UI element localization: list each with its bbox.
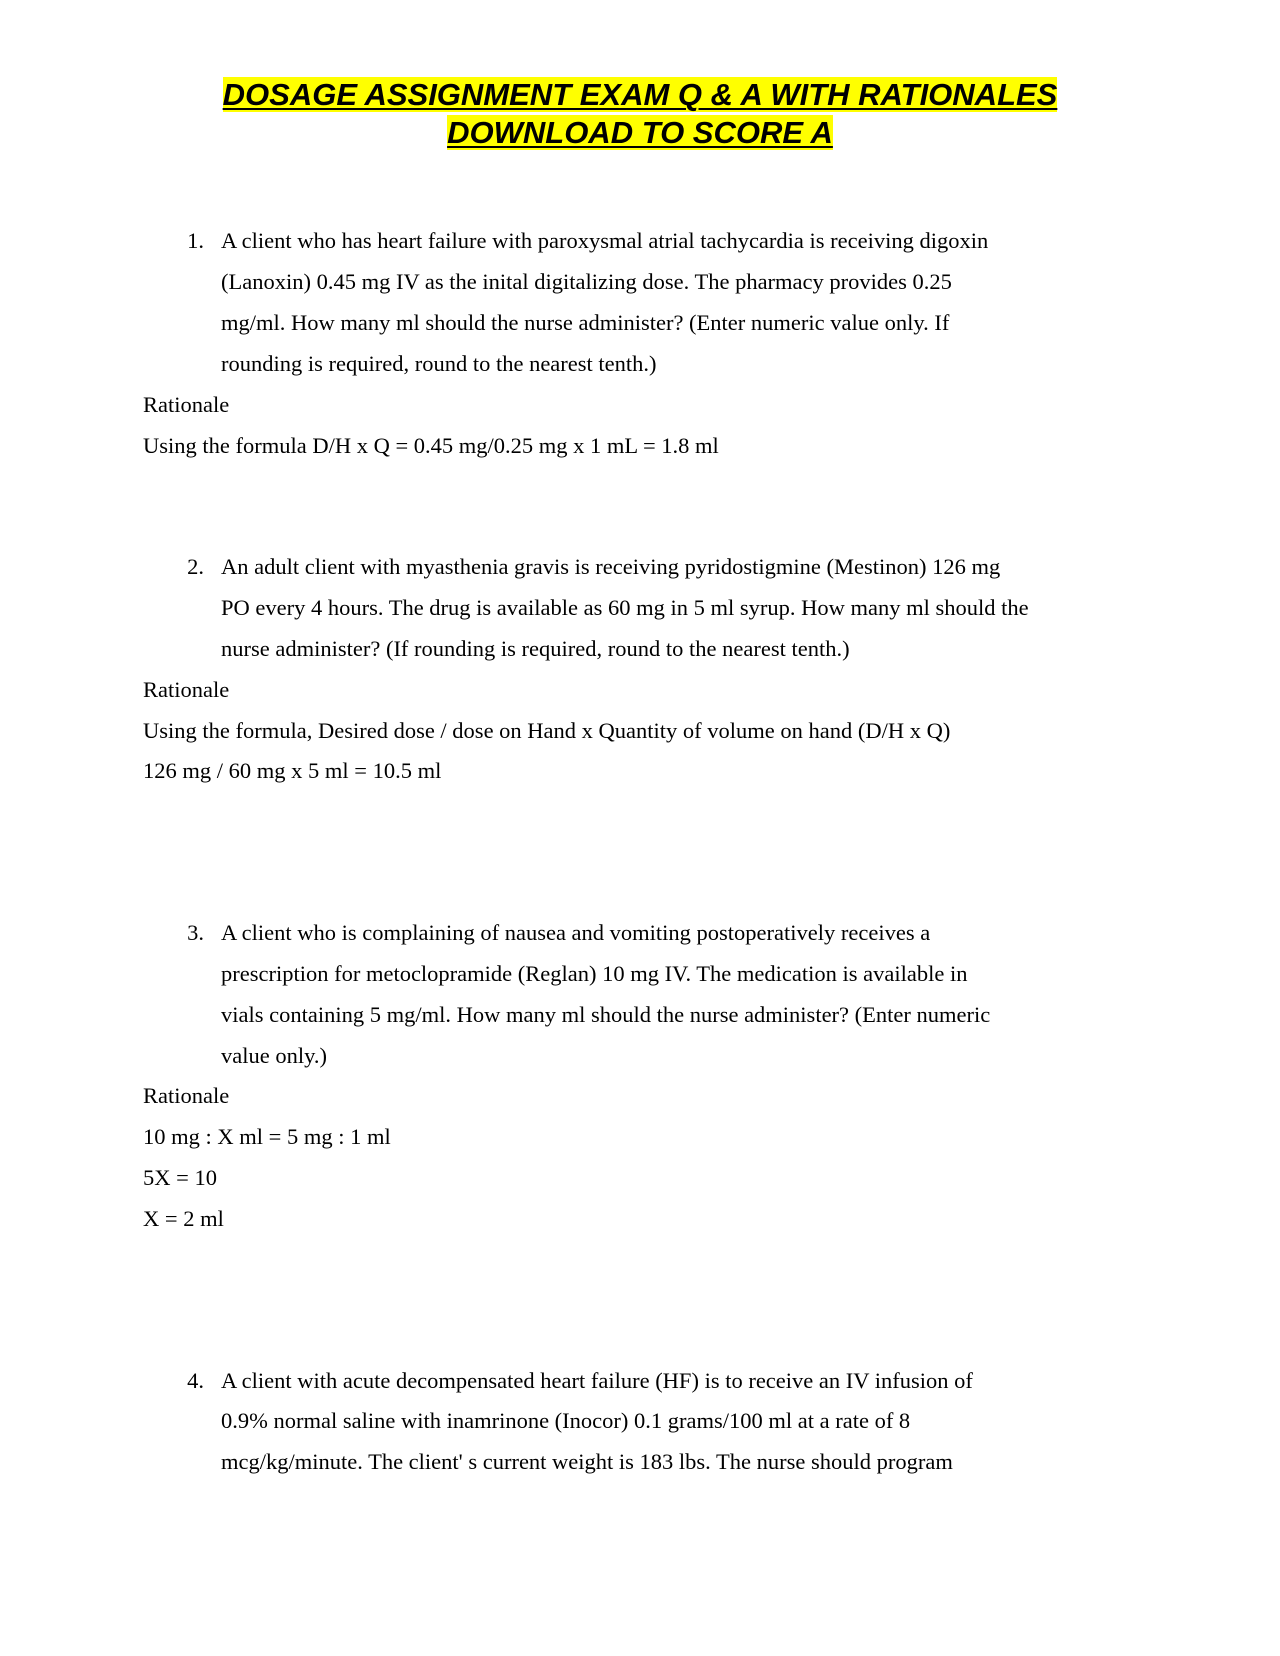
question-text-line: A client who is complaining of nausea and vomiting postoperatively receives a xyxy=(221,920,931,945)
question-number: 4. xyxy=(187,1368,204,1393)
document-title-line-2: DOWNLOAD TO SCORE A xyxy=(447,115,833,150)
question-text-line: A client who has heart failure with paroxysmal atrial tachycardia is receiving digoxin xyxy=(221,228,989,253)
rationale-label: Rationale xyxy=(143,677,230,702)
rationale-label: Rationale xyxy=(143,1083,230,1108)
rationale-text-line: Using the formula D/H x Q = 0.45 mg/0.25 mg x 1 mL = 1.8 ml xyxy=(143,433,719,458)
document-title-line-1: DOSAGE ASSIGNMENT EXAM Q & A WITH RATIONALES xyxy=(222,77,1058,112)
question-text-line: mg/ml. How many ml should the nurse administer? (Enter numeric value only. If xyxy=(221,310,950,335)
question-number: 3. xyxy=(187,920,204,945)
question-text-line: mcg/kg/minute. The client' s current weight is 183 lbs. The nurse should program xyxy=(221,1449,953,1474)
rationale-text-line: 126 mg / 60 mg x 5 ml = 10.5 ml xyxy=(143,758,442,783)
question-text-line: 0.9% normal saline with inamrinone (Inocor) 0.1 grams/100 ml at a rate of 8 xyxy=(221,1408,911,1433)
rationale-label: Rationale xyxy=(143,392,230,417)
rationale-text-line: 5X = 10 xyxy=(143,1165,217,1190)
question-text-line: PO every 4 hours. The drug is available as 60 mg in 5 ml syrup. How many ml should the xyxy=(221,595,1029,620)
rationale-text-line: 10 mg : X ml = 5 mg : 1 ml xyxy=(143,1124,391,1149)
rationale-text-line: X = 2 ml xyxy=(143,1206,224,1231)
question-text-line: rounding is required, round to the nearest tenth.) xyxy=(221,351,657,376)
question-text-line: (Lanoxin) 0.45 mg IV as the inital digitalizing dose. The pharmacy provides 0.25 xyxy=(221,269,952,294)
question-text-line: An adult client with myasthenia gravis is receiving pyridostigmine (Mestinon) 126 mg xyxy=(221,554,1001,579)
question-number: 2. xyxy=(187,554,204,579)
question-text-line: nurse administer? (If rounding is required, round to the nearest tenth.) xyxy=(221,636,850,661)
question-text-line: value only.) xyxy=(221,1043,328,1068)
question-number: 1. xyxy=(187,228,204,253)
question-text-line: A client with acute decompensated heart failure (HF) is to receive an IV infusion of xyxy=(221,1368,973,1393)
question-text-line: prescription for metoclopramide (Reglan) 10 mg IV. The medication is available in xyxy=(221,961,968,986)
question-text-line: vials containing 5 mg/ml. How many ml should the nurse administer? (Enter numeric xyxy=(221,1002,991,1027)
rationale-text-line: Using the formula, Desired dose / dose on Hand x Quantity of volume on hand (D/H x Q) xyxy=(143,718,951,743)
